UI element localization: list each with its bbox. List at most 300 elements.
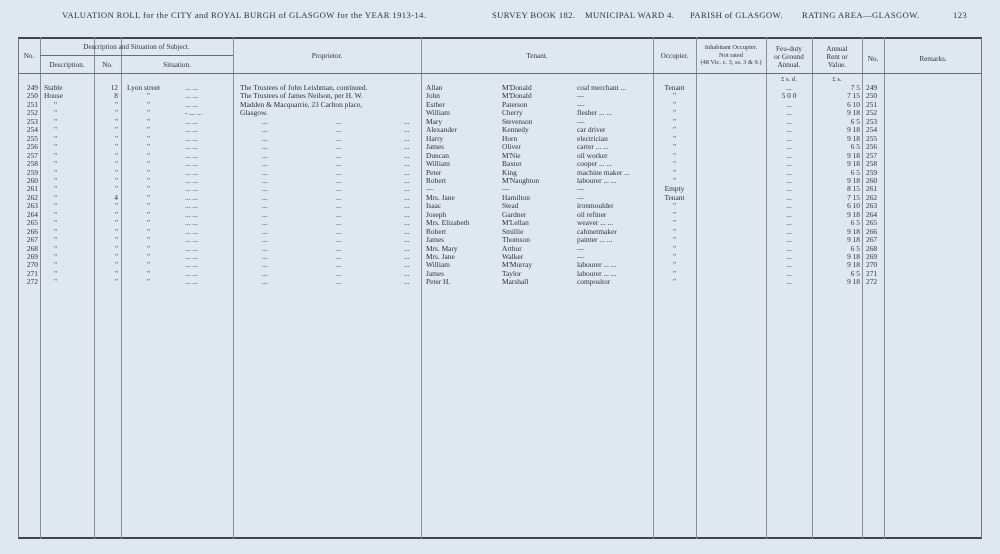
row-occupier: "	[672, 159, 677, 169]
row-situation: "	[147, 243, 151, 253]
header-occupier: Occupier.	[660, 52, 689, 60]
row-street-number: 12	[110, 83, 118, 92]
row-situation: "	[147, 125, 151, 135]
row-situation-dots: ... ...	[185, 159, 198, 169]
row-occupation: —	[577, 192, 585, 202]
row-annual-rent: 6 5	[850, 218, 860, 228]
row-number: 257	[26, 150, 38, 160]
row-number-right: 256	[866, 142, 878, 152]
survey-book: SURVEY BOOK 182.	[492, 10, 576, 20]
row-number: 266	[26, 226, 38, 236]
row-street-number: "	[114, 260, 118, 270]
row-number: 249	[26, 83, 38, 92]
row-annual-rent: 8 15	[847, 184, 860, 194]
header-no3: No.	[867, 55, 879, 63]
row-tenant-last: M'Donald	[502, 91, 532, 101]
proprietor-dots-mid: ...	[336, 277, 342, 287]
row-proprietor: The Trustees of John Leishman, continued.	[240, 83, 368, 92]
row-proprietor: ...	[262, 209, 268, 219]
row-street-number: "	[114, 167, 118, 177]
row-situation: "	[147, 142, 151, 152]
row-tenant-last: Arthur	[502, 243, 522, 253]
row-description: "	[54, 268, 58, 278]
row-proprietor: Madden & Macquarrie, 23 Carlton place,	[240, 99, 363, 109]
row-annual-rent: 6 5	[850, 116, 860, 126]
row-occupation: ironmoulder	[577, 201, 614, 211]
row-number-right: 269	[866, 252, 878, 261]
proprietor-dots-end: ...	[404, 116, 410, 126]
row-street-number: "	[114, 142, 118, 152]
row-proprietor: ...	[262, 243, 268, 253]
row-tenant-first: Duncan	[426, 150, 449, 160]
proprietor-dots-mid: ...	[336, 201, 342, 211]
proprietor-dots-mid: ...	[336, 133, 342, 143]
row-occupation: —	[577, 99, 585, 109]
row-tenant-first: Allan	[426, 83, 443, 92]
col-rule	[862, 37, 863, 539]
row-description: "	[54, 235, 58, 245]
header-proprietor: Proprietor.	[311, 52, 343, 60]
row-feu-duty: ...	[786, 192, 792, 202]
row-occupation: compositor	[577, 277, 611, 287]
row-street-number: "	[114, 235, 118, 245]
row-proprietor: ...	[262, 150, 268, 160]
feu-line1: Feu-duty	[776, 45, 802, 53]
row-situation: "	[147, 201, 151, 211]
row-tenant-last: Walker	[502, 252, 524, 261]
row-situation-dots: ... ...	[185, 218, 198, 228]
row-description: "	[54, 159, 58, 169]
row-occupation: machine maker ...	[577, 167, 630, 177]
row-number: 261	[26, 184, 38, 194]
row-street-number: "	[114, 150, 118, 160]
row-street-number: "	[114, 201, 118, 211]
proprietor-dots-mid: ...	[336, 142, 342, 152]
proprietor-dots-end: ...	[404, 184, 410, 194]
row-tenant-last: Horn	[502, 133, 518, 143]
header-feu-duty	[766, 45, 812, 69]
row-annual-rent: 7 15	[847, 91, 860, 101]
row-description: "	[54, 252, 58, 261]
row-number-right: 255	[866, 133, 878, 143]
row-situation-dots: ... ...	[185, 209, 198, 219]
row-occupation: —	[577, 91, 585, 101]
row-tenant-first: Mrs. Jane	[426, 192, 455, 202]
row-tenant-first: Esther	[426, 99, 445, 109]
row-occupation: —	[577, 116, 585, 126]
annual-units: £ s.	[832, 76, 842, 83]
row-feu-duty: ...	[786, 175, 792, 185]
row-number-right: 272	[866, 277, 878, 287]
row-number-right: 250	[866, 91, 878, 101]
row-annual-rent: 6 5	[850, 243, 860, 253]
proprietor-dots-mid: ...	[336, 209, 342, 219]
annual-line1: Annual	[826, 45, 848, 53]
row-occupier: "	[672, 108, 677, 118]
header-no: No.	[23, 52, 35, 60]
row-situation-dots: ... ...	[185, 277, 198, 287]
row-number: 272	[26, 277, 38, 287]
row-number-right: 264	[866, 209, 878, 219]
row-situation: "	[147, 252, 151, 261]
row-street-number: "	[114, 209, 118, 219]
header-annual	[812, 45, 862, 69]
row-tenant-last: Gardner	[502, 209, 527, 219]
col-rule	[884, 37, 885, 539]
row-situation: "	[147, 116, 151, 126]
row-description: "	[54, 218, 58, 228]
row-description: House	[44, 91, 63, 101]
row-tenant-last: —	[502, 184, 510, 194]
row-proprietor: ...	[262, 226, 268, 236]
row-tenant-last: Stevenson	[502, 116, 533, 126]
row-tenant-first: Alexander	[426, 125, 457, 135]
row-situation: "	[147, 209, 151, 219]
row-occupation: labourer ... ...	[577, 175, 617, 185]
row-number: 271	[26, 268, 38, 278]
proprietor-dots-end: ...	[404, 150, 410, 160]
row-feu-duty: ...	[786, 260, 792, 270]
row-description: "	[54, 150, 58, 160]
row-number: 265	[26, 218, 38, 228]
row-tenant-last: M'Lellan	[502, 218, 529, 228]
proprietor-dots-mid: ...	[336, 175, 342, 185]
row-street-number: "	[114, 218, 118, 228]
row-occupier: "	[672, 150, 677, 160]
row-occupation: cooper ... ...	[577, 159, 612, 169]
proprietor-dots-mid: ...	[336, 116, 342, 126]
row-street-number: "	[114, 175, 118, 185]
row-feu-duty: ...	[786, 125, 792, 135]
row-situation-dots: ... ...	[185, 260, 198, 270]
row-occupation: flesher ... ...	[577, 108, 612, 118]
row-situation-dots: ... ...	[185, 243, 198, 253]
feu-line3: Annual.	[777, 61, 801, 69]
row-proprietor: ...	[262, 159, 268, 169]
row-street-number: "	[114, 268, 118, 278]
row-occupier: "	[672, 133, 677, 143]
row-number: 263	[26, 201, 38, 211]
row-number: 251	[26, 99, 38, 109]
row-proprietor: ...	[262, 201, 268, 211]
row-tenant-last: M'Nie	[502, 150, 521, 160]
row-annual-rent: 7 5	[850, 83, 860, 92]
row-occupier: "	[672, 226, 677, 236]
row-tenant-last: M'Naughton	[502, 175, 540, 185]
row-tenant-last: Marshall	[502, 277, 529, 287]
header-no2: No.	[102, 61, 113, 69]
row-feu-duty: ...	[786, 159, 792, 169]
row-occupier: "	[672, 167, 677, 177]
proprietor-dots-end: ...	[404, 159, 410, 169]
row-tenant-first: James	[426, 235, 445, 245]
page-number: 123	[953, 10, 968, 20]
row-feu-duty: ...	[786, 133, 792, 143]
proprietor-dots-mid: ...	[336, 243, 342, 253]
row-street-number: "	[114, 159, 118, 169]
proprietor-dots-mid: ...	[336, 167, 342, 177]
row-tenant-last: Baxter	[502, 159, 522, 169]
annual-line3: Value.	[827, 61, 847, 69]
row-number: 270	[26, 260, 38, 270]
proprietor-dots-mid: ...	[336, 226, 342, 236]
proprietor-dots-end: ...	[404, 192, 410, 202]
row-occupation: oil worker	[577, 150, 608, 160]
row-occupation: oil refiner	[577, 209, 607, 219]
row-number-right: 254	[866, 125, 878, 135]
row-tenant-last: Kennedy	[502, 125, 529, 135]
row-proprietor: ...	[262, 218, 268, 228]
row-situation-dots: ... ...	[185, 142, 198, 152]
row-annual-rent: 6 10	[847, 201, 860, 211]
row-annual-rent: 9 18	[847, 159, 860, 169]
row-tenant-last: Paterson	[502, 99, 528, 109]
row-occupier: "	[672, 142, 677, 152]
row-tenant-first: Harry	[426, 133, 444, 143]
row-feu-duty: ...	[786, 277, 792, 287]
row-situation-dots: ... ...	[185, 83, 198, 92]
row-feu-duty: ...	[786, 184, 792, 194]
feu-line2: or Ground	[774, 53, 804, 61]
col-rule	[40, 37, 41, 539]
row-description: "	[54, 116, 58, 126]
proprietor-dots-end: ...	[404, 133, 410, 143]
row-feu-duty: ...	[786, 252, 792, 261]
row-number-right: 249	[866, 83, 878, 92]
row-situation-dots: ... ...	[185, 175, 198, 185]
row-tenant-first: John	[426, 91, 440, 101]
row-situation: "	[147, 108, 151, 118]
row-occupier: "	[672, 268, 677, 278]
row-occupation: cabinetmaker	[577, 226, 617, 236]
row-occupation: carter ... ...	[577, 142, 609, 152]
row-situation-dots: ... ...	[185, 252, 198, 261]
proprietor-dots-end: ...	[404, 268, 410, 278]
row-occupation: —	[577, 252, 585, 261]
proprietor-dots-end: ...	[404, 209, 410, 219]
row-annual-rent: 7 15	[847, 192, 860, 202]
col-rule	[121, 37, 122, 539]
row-feu-duty: ...	[786, 99, 792, 109]
row-proprietor: ...	[262, 235, 268, 245]
row-tenant-first: Mrs. Elizabeth	[426, 218, 470, 228]
row-annual-rent: 9 18	[847, 133, 860, 143]
row-tenant-last: King	[502, 167, 517, 177]
row-description: "	[54, 108, 58, 118]
row-number-right: 259	[866, 167, 878, 177]
municipal-ward: MUNICIPAL WARD 4.	[585, 10, 675, 20]
row-situation: "	[147, 133, 151, 143]
inhabitant-line1: Inhabitant Occupier.	[704, 44, 758, 51]
row-number: 250	[26, 91, 38, 101]
annual-line2: Rent or	[826, 53, 848, 61]
row-situation: "	[147, 159, 151, 169]
row-occupier: "	[672, 125, 677, 135]
row-number-right: 257	[866, 150, 878, 160]
row-street-number: "	[114, 252, 118, 261]
row-situation-dots: ... ...	[185, 91, 198, 101]
row-situation-dots: ... ...	[185, 235, 198, 245]
row-situation: "	[147, 175, 151, 185]
row-situation: "	[147, 268, 151, 278]
row-occupation: electrician	[577, 133, 608, 143]
row-number-right: 258	[866, 159, 878, 169]
row-tenant-first: —	[426, 184, 434, 194]
row-situation-dots: ... ...	[185, 133, 198, 143]
header-situation: Situation.	[163, 61, 191, 69]
row-feu-duty: ...	[786, 235, 792, 245]
row-number: 255	[26, 133, 38, 143]
proprietor-dots-end: ...	[404, 243, 410, 253]
row-description: Stable	[44, 83, 63, 92]
row-occupier: "	[672, 99, 677, 109]
proprietor-dots-end: ...	[404, 260, 410, 270]
row-situation-dots: ... ...	[185, 201, 198, 211]
proprietor-dots-end: ...	[404, 167, 410, 177]
row-number: 260	[26, 175, 38, 185]
row-tenant-last: Thomson	[502, 235, 530, 245]
row-number-right: 270	[866, 260, 878, 270]
row-description: "	[54, 277, 58, 287]
row-tenant-first: Robert	[426, 226, 447, 236]
row-proprietor: ...	[262, 142, 268, 152]
row-tenant-first: Mary	[426, 116, 443, 126]
row-tenant-last: Cherry	[502, 108, 523, 118]
page-header	[0, 10, 1000, 26]
row-situation: "	[147, 260, 151, 270]
row-tenant-last: Hamilton	[502, 192, 530, 202]
row-situation-dots: ... ...	[185, 125, 198, 135]
parish: PARISH of GLASGOW.	[690, 10, 783, 20]
row-situation: Lyon street	[127, 83, 161, 92]
row-annual-rent: 9 18	[847, 252, 860, 261]
row-feu-duty: ...	[786, 243, 792, 253]
row-street-number: "	[114, 125, 118, 135]
proprietor-dots-mid: ...	[336, 252, 342, 261]
feu-units: £ s. d.	[781, 76, 797, 83]
row-occupier: "	[672, 116, 677, 126]
row-situation-dots: ... ...	[185, 268, 198, 278]
roll-title: VALUATION ROLL for the CITY and ROYAL BURGH of GLASGOW for the YEAR 1913-14.	[62, 10, 427, 20]
proprietor-dots-end: ...	[404, 142, 410, 152]
row-occupier: "	[672, 209, 677, 219]
row-number-right: 263	[866, 201, 878, 211]
row-tenant-last: M'Murray	[502, 260, 533, 270]
row-description: "	[54, 226, 58, 236]
row-feu-duty: ...	[786, 83, 792, 92]
row-street-number: "	[114, 226, 118, 236]
row-occupier: "	[672, 260, 677, 270]
row-occupier: "	[672, 201, 677, 211]
row-description: "	[54, 201, 58, 211]
row-annual-rent: 9 18	[847, 150, 860, 160]
row-proprietor: ...	[262, 133, 268, 143]
row-number-right: 267	[866, 235, 878, 245]
row-occupier: "	[672, 277, 677, 287]
row-proprietor: ...	[262, 268, 268, 278]
row-description: "	[54, 133, 58, 143]
row-annual-rent: 6 10	[847, 99, 860, 109]
row-annual-rent: 6 5	[850, 142, 860, 152]
proprietor-dots-mid: ...	[336, 268, 342, 278]
row-number: 253	[26, 116, 38, 126]
proprietor-dots-mid: ...	[336, 159, 342, 169]
row-proprietor: ...	[262, 252, 268, 261]
inhabitant-line3: (48 Vic. c. 3, ss. 3 & 9.)	[700, 59, 762, 66]
row-tenant-first: William	[426, 159, 450, 169]
row-number: 252	[26, 108, 38, 118]
row-feu-duty: ...	[786, 108, 792, 118]
row-number-right: 253	[866, 116, 878, 126]
proprietor-dots-mid: ...	[336, 192, 342, 202]
row-number-right: 261	[866, 184, 878, 194]
proprietor-dots-mid: ...	[336, 260, 342, 270]
row-proprietor: ...	[262, 184, 268, 194]
row-number-right: 271	[866, 268, 878, 278]
row-description: "	[54, 192, 58, 202]
proprietor-dots-end: ...	[404, 277, 410, 287]
row-tenant-first: Mrs. Mary	[426, 243, 458, 253]
row-occupier: "	[672, 252, 677, 261]
row-occupier: "	[672, 218, 677, 228]
row-number-right: 260	[866, 175, 878, 185]
row-feu-duty: ...	[786, 268, 792, 278]
row-tenant-first: William	[426, 108, 450, 118]
proprietor-dots-end: ...	[404, 218, 410, 228]
row-description: "	[54, 243, 58, 253]
row-situation: "	[147, 184, 151, 194]
row-situation-dots: ... ...	[185, 167, 198, 177]
proprietor-dots-end: ...	[404, 201, 410, 211]
subheader-rule	[40, 55, 233, 56]
row-situation: "	[147, 192, 151, 202]
header-remarks: Remarks.	[919, 55, 947, 63]
row-occupation: —	[577, 184, 585, 194]
row-proprietor: ...	[262, 116, 268, 126]
header-description: Description.	[49, 61, 85, 69]
row-situation-dots: ... ...	[185, 192, 198, 202]
row-tenant-first: Robert	[426, 175, 447, 185]
row-tenant-first: Peter	[426, 167, 442, 177]
row-annual-rent: 9 18	[847, 209, 860, 219]
row-feu-duty: ...	[786, 226, 792, 236]
row-annual-rent: 9 18	[847, 175, 860, 185]
row-occupier: "	[672, 91, 677, 101]
row-occupation: —	[577, 243, 585, 253]
header-tenant: Tenant.	[526, 52, 548, 60]
header-description-group: Description and Situation of Subject.	[83, 43, 190, 51]
col-rule	[233, 37, 234, 539]
row-feu-duty: 5 0 0	[781, 91, 797, 101]
row-number-right: 266	[866, 226, 878, 236]
row-situation-dots: - ... ...	[185, 108, 203, 118]
row-tenant-last: Stead	[502, 201, 519, 211]
row-feu-duty: ...	[786, 167, 792, 177]
inhabitant-line2: Not rated	[719, 51, 743, 59]
row-number: 267	[26, 235, 38, 245]
row-situation-dots: ... ...	[185, 226, 198, 236]
row-situation-dots: ... ...	[185, 184, 198, 194]
row-number: 258	[26, 159, 38, 169]
row-occupation: labourer ... ...	[577, 268, 617, 278]
proprietor-dots-end: ...	[404, 125, 410, 135]
row-proprietor: ...	[262, 167, 268, 177]
row-occupier: "	[672, 235, 677, 245]
row-tenant-first: James	[426, 142, 445, 152]
row-situation: "	[147, 218, 151, 228]
row-tenant-last: Oliver	[502, 142, 521, 152]
row-situation-dots: ... ...	[185, 150, 198, 160]
